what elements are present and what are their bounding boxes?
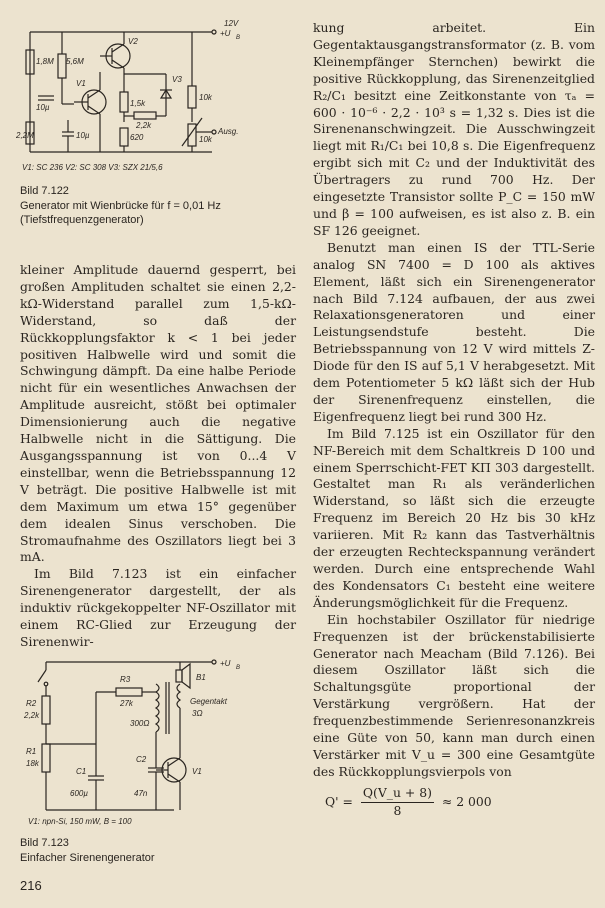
fig2-label-300ohm: 300Ω	[130, 719, 150, 728]
fig1-label-v3: V3	[172, 75, 182, 84]
fig1-label-r18m: 1,8M	[36, 57, 54, 66]
fig2-label-r2: R2	[26, 699, 37, 708]
caption-title: Bild 7.123	[20, 837, 69, 849]
fig2-label-ub: +U	[220, 659, 231, 668]
formula-numerator: Q(V_u + 8)	[361, 785, 434, 803]
caption-text: Einfacher Sirenengenerator	[20, 851, 155, 864]
circuit-diagram-7-123	[16, 648, 296, 828]
fig1-label-v1: V1	[76, 79, 86, 88]
circuit-diagram-7-122	[16, 14, 296, 180]
fig2-label-c600: 600µ	[70, 789, 88, 798]
fig1-label-r56m: 5,6M	[66, 57, 84, 66]
paragraph: Benutzt man einen IS der TTL-Serie analog SN 7400 = D 100 als aktives Element, läßt sich ein Sirenengenerator nach Bild 7.124 aufbauen, der aus zwei Relaxationsgeneratoren und einer Leistungsendstufe besteht. Die Betriebsspannung von 12 V wird mittels Z-Diode für den IS auf 5,1 V herabgesetzt. Mit dem Potentiometer 5 kΩ läßt sich der Hub der Sirenenfrequenz einstellen, die Eigenfrequenz liegt bei rund 300 Hz.	[313, 239, 595, 424]
fig1-label-c10u2: 10µ	[76, 131, 90, 140]
paragraph: kleiner Amplitude dauernd gesperrt, bei großen Amplituden schaltet sie einen 2,2-kΩ-Widerstand parallel zum 1,5-kΩ-Widerstand, so daß der Rückkopplungsfaktor k < 1 bei jeder positiven Halbwelle wird und somit die Schwingung dämpft. Da eine halbe Periode nicht für ein wesentliches Anwachsen der Amplitude ausreicht, stößt bei optimaler Dimensionierung auch die negative Halbwelle nicht in die Sättigung. Die Ausgangsspannung ist von 0...4 V einstellbar, wenn die Betriebsspannung 12 V beträgt. Die positive Halbwelle ist mit dem Maximum um etwa 15° gegenüber dem idealen Sinus verschoben. Die Stromaufnahme des Oszillators liegt bei 3 mA.	[20, 262, 296, 565]
formula-lhs: Q' =	[325, 793, 353, 809]
fig1-label-r15k: 1,5k	[130, 99, 146, 108]
paragraph: kung arbeitet. Ein Gegentaktausgangstransformator (z. B. vom Kleinempfänger Sternchen) bewirkt die positive Rückkopplung, das Sirenenzeitglied R₂/C₁ besitzt eine Zeitkonstante von τₐ = 600 · 10⁻⁶ · 2,2 · 10³ s = 1,32 s. Dies ist die Sirenenanschwingzeit. Die Ausschwingzeit liegt mit R₁/C₁ bei 10,8 s. Die Eigenfrequenz ergibt sich mit C₂ und der Induktivität des Übertragers zu rund 700 Hz. Der eingesetzte Transistor sollte P_C = 150 mW und β = 100 aufweisen, es ist also z. B. ein SF 126 geeignet.	[313, 20, 595, 238]
fig1-label-ub: +U	[220, 29, 231, 38]
fig2-label-r1: R1	[26, 747, 37, 756]
fig2-label-r22k: 2,2k	[24, 711, 40, 720]
formula-rhs: ≈ 2 000	[441, 793, 492, 809]
fig1-label-c10u: 10µ	[36, 103, 50, 112]
fig2-label-ub-sub: B	[236, 665, 241, 671]
fig2-label-r3: R3	[120, 675, 131, 684]
left-column	[20, 262, 296, 651]
paragraph: Im Bild 7.125 ist ein Oszillator für den NF-Bereich mit dem Schaltkreis D 100 und einem Sperrschicht-FET KП 303 dargestellt. Gestaltet man R₁ als veränderlichen Widerstand, so läßt sich die erzeugte Frequenz im Bereich 20 Hz bis 30 kHz variieren. Mit R₂ kann das Tastverhältnis der erzeugten Rechteckspannung verändert werden. Durch eine entsprechende Wahl des Kondensators C₁ besteht eine weitere Änderungsmöglichkeit für die Frequenz.	[313, 425, 595, 610]
caption-text: Generator mit Wienbrücke für f = 0,01 Hz (Tiefstfrequenzgenerator)	[20, 199, 221, 226]
fig2-label-gegentakt: Gegentakt	[190, 697, 227, 706]
fig2-label-r27k: 27k	[120, 699, 133, 708]
fig1-label-r10k-a: 10k	[199, 93, 212, 102]
fig1-label-v2: V2	[128, 37, 138, 46]
fig1-label-ausg: Ausg.	[218, 127, 239, 136]
paragraph: Im Bild 7.123 ist ein einfacher Sirenengenerator dargestellt, der als induktiv rückgekoppelter NF-Oszillator mit einem RC-Glied zur Erzeugung der Sirenenwir-	[20, 566, 296, 649]
formula	[313, 785, 595, 820]
fig2-label-v1: V1	[192, 767, 202, 776]
fig2-parts-list: V1: npn-Si, 150 mW, B = 100	[28, 817, 132, 826]
fig1-label-r620: 620	[130, 133, 144, 142]
fig1-label-12v: 12V	[224, 19, 239, 28]
figure-caption-7-122	[20, 184, 300, 228]
page-number: 216	[20, 878, 42, 893]
fig1-label-r22k: 2,2k	[136, 121, 152, 130]
fig2-label-c1: C1	[76, 767, 87, 776]
fig1-label-ub-sub: B	[236, 35, 241, 41]
fig2-label-c2: C2	[136, 755, 147, 764]
fig2-label-r18k: 18k	[26, 759, 39, 768]
right-column	[313, 20, 595, 820]
fig2-label-3ohm: 3Ω	[192, 709, 203, 718]
fig1-parts-list: V1: SC 236 V2: SC 308 V3: SZX 21/5,6	[22, 163, 163, 172]
formula-fraction	[361, 785, 434, 820]
paragraph: Ein hochstabiler Oszillator für niedrige Frequenzen ist der brückenstabilisierte Generator nach Meacham (Bild 7.126). Bei diesem Oszillator läßt sich die Schaltungsgüte proportional der Verstärkung vergrößern. Hat der frequenzbestimmende Serienresonanzkreis eine Güte von 50, kann man durch einen Verstärker mit V_u = 300 eine Gesamtgüte des Rückkopplungsvierpols von	[313, 611, 595, 779]
caption-title: Bild 7.122	[20, 185, 69, 197]
figure-caption-7-123	[20, 836, 300, 865]
fig2-label-b1: B1	[196, 673, 206, 682]
formula-denominator: 8	[393, 802, 402, 818]
fig1-label-r10k-b: 10k	[199, 135, 212, 144]
fig2-label-c47n: 47n	[134, 789, 148, 798]
fig1-label-r22m: 2,2M	[16, 131, 34, 140]
